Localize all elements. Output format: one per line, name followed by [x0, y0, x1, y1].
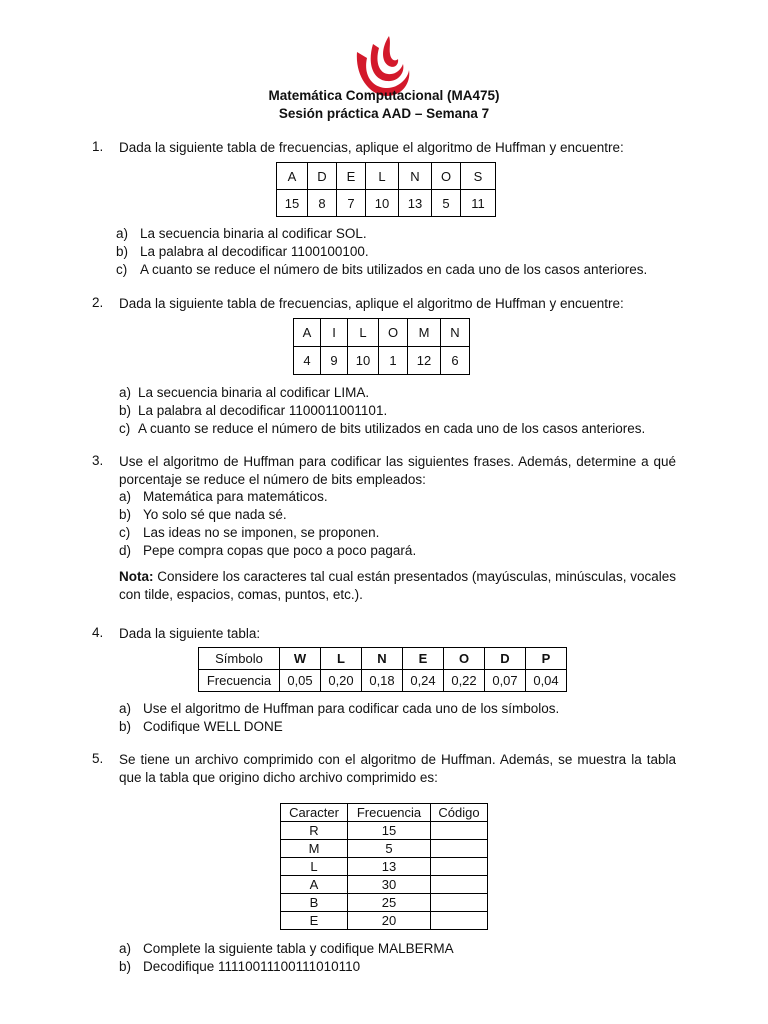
q4-frequency-table — [198, 647, 567, 692]
q5-item-a: a) Complete la siguiente tabla y codifique MALBERMA — [119, 941, 454, 956]
q4-symbol: N — [362, 648, 403, 670]
q1-item-b: b) La palabra al decodificar 1100100100. — [116, 244, 369, 259]
q3-item-a: a) Matemática para matemáticos. — [119, 489, 328, 504]
q2-symbol: I — [321, 319, 348, 347]
q4-freq: 0,22 — [444, 670, 485, 692]
document-title: Matemática Computacional (MA475) — [268, 88, 500, 103]
q2-symbol: N — [441, 319, 470, 347]
q4-frequency-row — [199, 670, 567, 692]
q4-row-label: Frecuencia — [199, 670, 280, 692]
q2-frequency-row — [294, 347, 470, 375]
q2-freq: 10 — [348, 347, 379, 375]
q4-symbol: L — [321, 648, 362, 670]
table-row — [281, 822, 488, 840]
q1-freq: 10 — [366, 190, 399, 217]
q2-freq: 4 — [294, 347, 321, 375]
q3-number: 3. — [92, 453, 104, 468]
q1-frequency-row — [277, 190, 496, 217]
q4-symbol: D — [485, 648, 526, 670]
q3-note-label: Nota: — [119, 569, 154, 584]
q1-frequency-table — [276, 162, 496, 217]
logo-inner-swirl — [383, 36, 398, 67]
q5-freq: 20 — [348, 912, 431, 930]
document-subtitle: Sesión práctica AAD – Semana 7 — [278, 106, 490, 121]
q1-symbol: N — [399, 163, 432, 190]
q1-item-a: a) La secuencia binaria al codificar SOL. — [116, 226, 367, 241]
q5-char: B — [281, 894, 348, 912]
q2-frequency-table — [293, 318, 470, 375]
q1-symbol: A — [277, 163, 308, 190]
q3-text: Use el algoritmo de Huffman para codificar las siguientes frases. Además, determine a qué porcentaje se reduce el número de bits empleados: — [119, 454, 676, 487]
q4-freq: 0,18 — [362, 670, 403, 692]
table-row — [281, 912, 488, 930]
q5-code — [431, 894, 488, 912]
q1-symbol: L — [366, 163, 399, 190]
table-row — [281, 894, 488, 912]
q5-code — [431, 858, 488, 876]
q4-item-b: b) Codifique WELL DONE — [119, 719, 283, 734]
q1-symbol: S — [461, 163, 496, 190]
q5-freq: 13 — [348, 858, 431, 876]
q1-text: Dada la siguiente tabla de frecuencias, aplique el algoritmo de Huffman y encuentre: — [119, 140, 624, 155]
q1-item-c: c) A cuanto se reduce el número de bits utilizados en cada uno de los casos anteriores. — [116, 262, 648, 277]
q4-row-label: Símbolo — [199, 648, 280, 670]
q2-item-a: a) La secuencia binaria al codificar LIMA. — [119, 385, 370, 400]
q5-freq: 5 — [348, 840, 431, 858]
table-row — [281, 840, 488, 858]
q3-item-d: d) Pepe compra copas que poco a poco pagará. — [119, 543, 417, 558]
q1-number: 1. — [92, 139, 104, 154]
q5-freq: 25 — [348, 894, 431, 912]
q5-code — [431, 912, 488, 930]
q4-number: 4. — [92, 625, 104, 640]
q4-item-a: a) Use el algoritmo de Huffman para codificar cada uno de los símbolos. — [119, 701, 560, 716]
q5-text: Se tiene un archivo comprimido con el algoritmo de Huffman. Además, se muestra la tabla que la tabla que origino dicho archivo comprimido es: — [119, 752, 676, 785]
q3-item-b: b) Yo solo sé que nada sé. — [119, 507, 287, 522]
q2-number: 2. — [92, 295, 104, 310]
q3-note-text: Considere los caracteres tal cual están presentados (mayúsculas, minúsculas, vocales con tilde, espacios, comas, puntos, etc.). — [119, 569, 676, 602]
q1-freq: 11 — [461, 190, 496, 217]
q1-symbol-row — [277, 163, 496, 190]
table-row — [281, 858, 488, 876]
q5-header: Frecuencia — [348, 804, 431, 822]
q2-symbol: M — [408, 319, 441, 347]
q5-header: Caracter — [281, 804, 348, 822]
q5-char: E — [281, 912, 348, 930]
q1-symbol: O — [432, 163, 461, 190]
q4-freq: 0,04 — [526, 670, 567, 692]
q1-freq: 5 — [432, 190, 461, 217]
q4-symbol: W — [280, 648, 321, 670]
q2-symbol: O — [379, 319, 408, 347]
q1-freq: 15 — [277, 190, 308, 217]
q4-symbol-row — [199, 648, 567, 670]
q5-code-table — [280, 803, 488, 930]
q4-freq: 0,05 — [280, 670, 321, 692]
q5-code — [431, 822, 488, 840]
q5-header: Código — [431, 804, 488, 822]
q2-freq: 9 — [321, 347, 348, 375]
q3-item-c: c) Las ideas no se imponen, se proponen. — [119, 525, 380, 540]
q2-freq: 1 — [379, 347, 408, 375]
q5-char: R — [281, 822, 348, 840]
q5-freq: 15 — [348, 822, 431, 840]
q1-freq: 8 — [308, 190, 337, 217]
q2-item-b: b) La palabra al decodificar 1100011001101. — [119, 403, 388, 418]
q5-number: 5. — [92, 751, 104, 766]
q4-symbol: E — [403, 648, 444, 670]
q1-freq: 13 — [399, 190, 432, 217]
q5-code — [431, 876, 488, 894]
q5-char: M — [281, 840, 348, 858]
q4-symbol: P — [526, 648, 567, 670]
q1-symbol: D — [308, 163, 337, 190]
q4-freq: 0,07 — [485, 670, 526, 692]
q5-code — [431, 840, 488, 858]
q5-char: L — [281, 858, 348, 876]
q4-freq: 0,24 — [403, 670, 444, 692]
q2-freq: 12 — [408, 347, 441, 375]
q2-symbol: A — [294, 319, 321, 347]
q2-symbol: L — [348, 319, 379, 347]
table-row — [281, 876, 488, 894]
q1-freq: 7 — [337, 190, 366, 217]
q5-freq: 30 — [348, 876, 431, 894]
q5-header-row — [281, 804, 488, 822]
q2-text: Dada la siguiente tabla de frecuencias, aplique el algoritmo de Huffman y encuentre: — [119, 296, 624, 311]
q2-freq: 6 — [441, 347, 470, 375]
q5-char: A — [281, 876, 348, 894]
q3-note — [119, 568, 676, 604]
q4-text: Dada la siguiente tabla: — [119, 626, 261, 641]
q2-symbol-row — [294, 319, 470, 347]
q4-symbol: O — [444, 648, 485, 670]
q5-item-b: b) Decodifique 11110011100111010110 — [119, 959, 361, 974]
q2-item-c: c) A cuanto se reduce el número de bits utilizados en cada uno de los casos anteriores. — [119, 421, 646, 436]
q1-symbol: E — [337, 163, 366, 190]
q4-freq: 0,20 — [321, 670, 362, 692]
